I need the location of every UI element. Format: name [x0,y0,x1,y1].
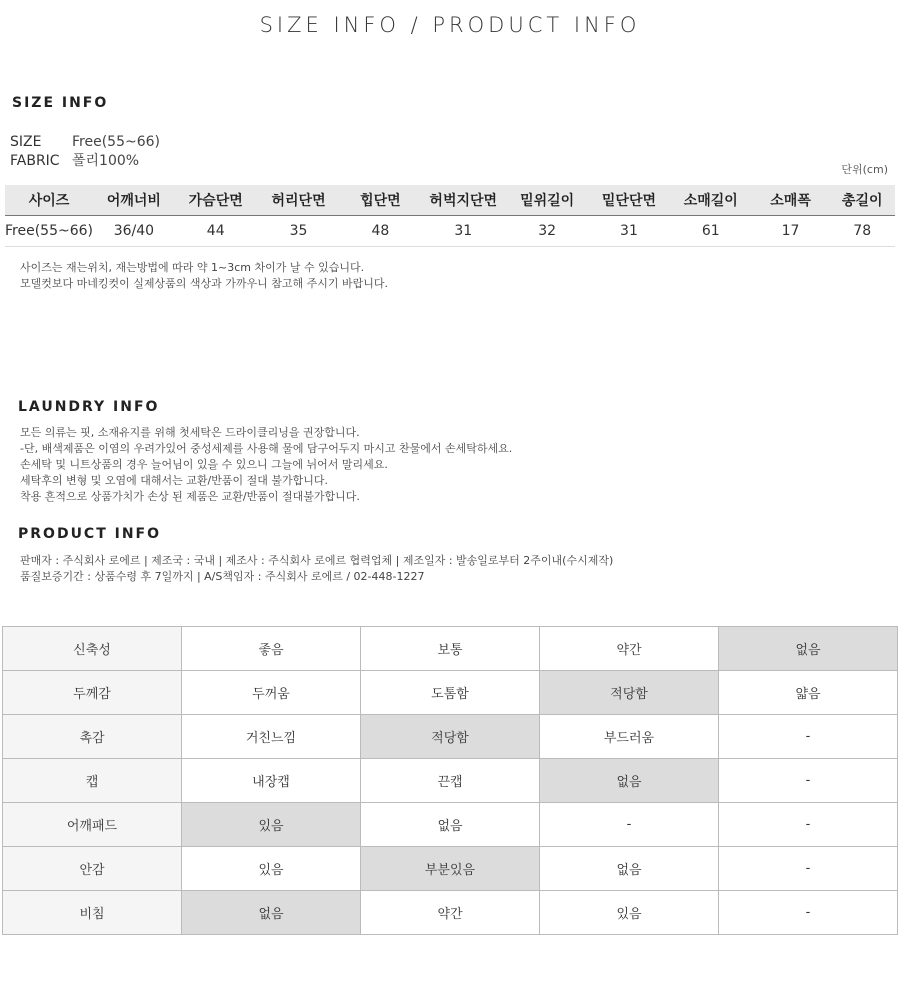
property-row [3,847,898,891]
property-option: - [540,803,719,847]
product-notes [20,553,613,585]
property-row [3,627,898,671]
size-table [5,185,895,247]
size-header-cell: 밑단단면 [588,185,670,215]
size-label: SIZE [10,134,42,150]
property-option: 약간 [361,891,540,935]
size-value: Free(55~66) [72,134,160,150]
property-option-selected: 없음 [540,759,719,803]
size-cell: 36/40 [93,215,175,246]
property-option: 얇음 [719,671,898,715]
property-option: 부드러움 [540,715,719,759]
property-option: 약간 [540,627,719,671]
product-info-heading: PRODUCT INFO [18,526,162,542]
fabric-spec [10,150,139,170]
property-option: 있음 [540,891,719,935]
table-row [5,215,895,246]
note-line: 모델컷보다 마네킹컷이 실제상품의 색상과 가까우니 참고해 주시기 바랍니다. [20,277,389,290]
property-option: - [719,715,898,759]
property-option: 끈캡 [361,759,540,803]
fabric-value: 폴리100% [72,153,140,169]
size-cell: 31 [420,215,506,246]
size-cell: 78 [829,215,895,246]
property-label: 촉감 [3,715,182,759]
size-cell: 44 [175,215,257,246]
property-option: 내장캡 [182,759,361,803]
property-row [3,891,898,935]
property-option: 없음 [540,847,719,891]
property-option: - [719,803,898,847]
size-cell: Free(55~66) [5,215,93,246]
property-option-selected: 적당함 [361,715,540,759]
page-title: SIZE INFO / PRODUCT INFO [259,13,641,37]
property-option: 두꺼움 [182,671,361,715]
property-option: - [719,759,898,803]
laundry-info-heading: LAUNDRY INFO [18,399,160,415]
property-label: 신축성 [3,627,182,671]
size-cell: 17 [752,215,830,246]
property-label: 비침 [3,891,182,935]
property-label: 안감 [3,847,182,891]
size-header-cell: 사이즈 [5,185,93,215]
size-header-cell: 가슴단면 [175,185,257,215]
size-header-cell: 소매폭 [752,185,830,215]
size-cell: 61 [670,215,752,246]
property-label: 두께감 [3,671,182,715]
property-option: 좋음 [182,627,361,671]
property-row [3,803,898,847]
note-line: -단, 배색제품은 이염의 우려가있어 중성세제를 사용해 물에 담구어두지 마시고 찬물에서 손세탁하세요. [20,442,513,455]
note-line: 착용 흔적으로 상품가치가 손상 된 제품은 교환/반품이 절대불가합니다. [20,490,360,503]
size-header-cell: 밑위길이 [506,185,588,215]
size-header-cell: 총길이 [829,185,895,215]
size-info-heading: SIZE INFO [12,95,109,111]
fabric-label: FABRIC [10,153,60,169]
size-header-cell: 소매길이 [670,185,752,215]
size-header-cell: 허벅지단면 [420,185,506,215]
unit-label: 단위(cm) [841,163,888,176]
size-cell: 32 [506,215,588,246]
property-option: 보통 [361,627,540,671]
size-header-cell: 허리단면 [257,185,341,215]
property-option-selected: 없음 [719,627,898,671]
laundry-notes [20,425,512,505]
size-header-cell: 어깨너비 [93,185,175,215]
size-cell: 48 [341,215,421,246]
property-row [3,759,898,803]
size-cell: 31 [588,215,670,246]
note-line: 품질보증기간 : 상품수령 후 7일까지 | A/S책임자 : 주식회사 로에르 / 02-448-1227 [20,570,425,583]
property-option: 거친느낌 [182,715,361,759]
property-option-selected: 없음 [182,891,361,935]
property-row [3,671,898,715]
size-header-cell: 힙단면 [341,185,421,215]
property-option: 있음 [182,847,361,891]
property-option-selected: 부분있음 [361,847,540,891]
property-option: - [719,891,898,935]
size-spec [10,134,160,150]
note-line: 판매자 : 주식회사 로에르 | 제조국 : 국내 | 제조사 : 주식회사 로에르 협력업체 | 제조일자 : 발송일로부터 2주이내(수시제작) [20,554,614,567]
note-line: 손세탁 및 니트상품의 경우 늘어님이 있을 수 있으니 그늘에 뉘어서 말리세요. [20,458,388,471]
property-row [3,715,898,759]
note-line: 세탁후의 변형 및 오염에 대해서는 교환/반품이 절대 불가합니다. [20,474,328,487]
property-table [2,626,898,935]
size-table-header [5,185,895,215]
note-line: 사이즈는 재는위치, 재는방법에 따라 약 1~3cm 차이가 날 수 있습니다. [20,261,365,274]
property-option-selected: 적당함 [540,671,719,715]
property-label: 캡 [3,759,182,803]
property-label: 어깨패드 [3,803,182,847]
note-line: 모든 의류는 핏, 소재유지를 위해 첫세탁은 드라이클리닝을 권장합니다. [20,426,360,439]
property-option: - [719,847,898,891]
size-notes [20,260,388,292]
property-option: 도톰함 [361,671,540,715]
size-cell: 35 [257,215,341,246]
property-option: 없음 [361,803,540,847]
property-option-selected: 있음 [182,803,361,847]
